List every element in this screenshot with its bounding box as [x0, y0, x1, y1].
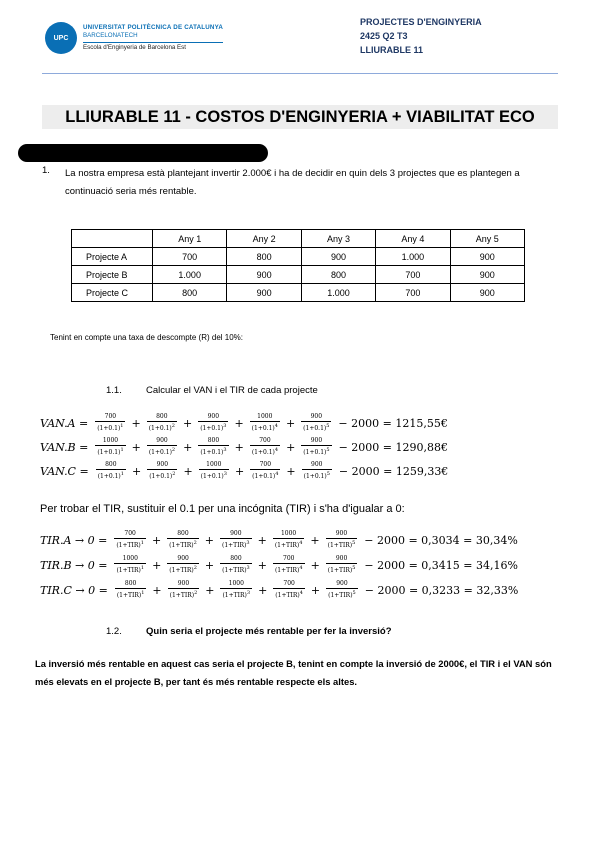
- denominator-base: (1+0.1): [303, 473, 327, 480]
- equation-result: − 2000 = 0,3233 = 32,33%: [364, 583, 519, 597]
- denominator-base: (1+TIR): [327, 567, 353, 574]
- equation-result: − 2000 = 1290,88€: [338, 440, 448, 454]
- fraction-denominator: [114, 538, 146, 550]
- equation-result: − 2000 = 1259,33€: [338, 464, 449, 478]
- denominator-base: (1+TIR): [116, 592, 142, 599]
- tir-equation: [40, 530, 518, 550]
- table-cell: 700: [376, 266, 450, 284]
- upc-logo: [45, 22, 77, 54]
- university-name: UNIVERSITAT POLITÈCNICA DE CATALUNYA: [83, 24, 223, 31]
- plus-sign: +: [183, 440, 193, 454]
- plus-sign: +: [182, 416, 193, 430]
- van-equation: [40, 461, 448, 481]
- denominator-base: (1+TIR): [169, 542, 194, 549]
- fraction-numerator: 900: [311, 461, 323, 468]
- table-cell: 1.000: [301, 284, 375, 302]
- fraction-denominator: [199, 469, 229, 481]
- fraction: [115, 580, 147, 600]
- exponent: 3: [223, 447, 227, 453]
- fraction: [220, 530, 252, 550]
- table-header-cell: Any 3: [301, 230, 375, 248]
- fraction-denominator: [301, 421, 331, 433]
- fraction-numerator: 900: [336, 580, 348, 587]
- exponent: 1: [120, 447, 124, 453]
- fraction: [199, 461, 229, 481]
- table-cell: 1.000: [153, 266, 227, 284]
- fraction: [301, 413, 331, 433]
- exponent: 3: [246, 590, 251, 596]
- cashflow-table: [71, 229, 525, 302]
- denominator-base: (1+TIR): [274, 567, 300, 574]
- plus-sign: +: [310, 583, 321, 597]
- denominator-base: (1+0.1): [97, 449, 121, 456]
- fraction-numerator: 900: [177, 555, 189, 562]
- plus-sign: +: [234, 440, 244, 454]
- plus-sign: +: [205, 583, 215, 597]
- denominator-base: (1+0.1): [97, 425, 121, 432]
- exponent: 1: [140, 540, 144, 546]
- exponent: 2: [193, 565, 197, 571]
- fraction: [326, 530, 358, 550]
- page-title: LLIURABLE 11 - COSTOS D'ENGINYERIA + VIABILITAT ECO: [65, 108, 535, 126]
- exponent: 2: [171, 423, 175, 429]
- table-header-cell: Any 4: [376, 230, 450, 248]
- table-cell: 900: [227, 266, 301, 284]
- table-cell: 800: [227, 248, 301, 266]
- table-cell: 900: [450, 284, 524, 302]
- table-cell: 800: [301, 266, 375, 284]
- plus-sign: +: [152, 558, 162, 572]
- fraction: [250, 437, 280, 457]
- university-subname: BARCELONATECH: [83, 32, 138, 39]
- plus-sign: +: [286, 464, 296, 478]
- table-cell: 900: [227, 284, 301, 302]
- fraction: [250, 461, 280, 481]
- fraction-denominator: [147, 469, 177, 481]
- equation-result: − 2000 = 0,3415 = 34,16%: [364, 558, 518, 572]
- fraction: [326, 580, 358, 600]
- fraction-denominator: [273, 538, 305, 550]
- plus-sign: +: [234, 416, 244, 430]
- fraction-numerator: 800: [177, 530, 189, 537]
- fraction: [114, 555, 146, 575]
- row-label: Projecte B: [72, 266, 153, 284]
- denominator-base: (1+TIR): [328, 592, 353, 599]
- fraction-numerator: 800: [230, 555, 242, 562]
- fraction-denominator: [302, 469, 332, 481]
- van-equation: [40, 437, 448, 457]
- exponent: 5: [326, 471, 330, 477]
- table-cell: 700: [376, 284, 450, 302]
- row-label: Projecte C: [72, 284, 153, 302]
- fraction: [273, 580, 305, 600]
- exponent: 1: [141, 590, 145, 596]
- equation-lhs: TIR.A → 0 =: [40, 533, 108, 547]
- equation-lhs: TIR.B → 0 =: [40, 558, 108, 572]
- exponent: 1: [140, 565, 145, 571]
- denominator-base: (1+0.1): [251, 425, 275, 432]
- fraction: [302, 461, 332, 481]
- van-equation: [40, 413, 448, 433]
- fraction-numerator: 1000: [122, 555, 138, 562]
- fraction-numerator: 900: [310, 437, 323, 444]
- fraction: [273, 555, 305, 575]
- denominator-base: (1+TIR): [222, 567, 247, 574]
- exponent: 4: [274, 423, 278, 429]
- fraction-denominator: [273, 588, 305, 600]
- table-row: [72, 248, 525, 266]
- denominator-base: (1+TIR): [274, 542, 300, 549]
- fraction: [220, 555, 252, 575]
- fraction-denominator: [198, 445, 228, 457]
- plus-sign: +: [183, 464, 193, 478]
- fraction-numerator: 700: [124, 530, 136, 537]
- fraction: [95, 413, 125, 433]
- exponent: 4: [274, 447, 279, 453]
- school-name: Escola d'Enginyeria de Barcelona Est: [83, 44, 186, 51]
- fraction-numerator: 900: [156, 461, 169, 468]
- denominator-base: (1+TIR): [222, 592, 247, 599]
- fraction: [273, 530, 305, 550]
- fraction-denominator: [96, 469, 126, 481]
- tir-equation: [40, 580, 518, 600]
- denominator-base: (1+0.1): [148, 425, 172, 432]
- table-cell: 800: [153, 284, 227, 302]
- discount-note: Tenint en compte una taxa de descompte (R) del 10%:: [50, 333, 243, 342]
- fraction-denominator: [147, 421, 177, 433]
- equation-result: − 2000 = 1215,55€: [338, 416, 448, 430]
- fraction-denominator: [326, 538, 358, 550]
- fraction-denominator: [250, 445, 280, 457]
- exponent: 1: [120, 471, 124, 477]
- fraction-numerator: 900: [335, 555, 348, 562]
- equation-result: − 2000 = 0,3034 = 30,34%: [364, 533, 518, 547]
- table-cell: 900: [450, 248, 524, 266]
- fraction-denominator: [220, 588, 252, 600]
- table-row: [72, 266, 525, 284]
- table-header-cell: Any 5: [450, 230, 524, 248]
- fraction-numerator: 700: [104, 413, 117, 420]
- exponent: 4: [299, 565, 303, 571]
- fraction-numerator: 900: [177, 580, 190, 587]
- fraction: [95, 437, 125, 457]
- fraction: [147, 437, 177, 457]
- exponent: 4: [299, 540, 303, 546]
- plus-sign: +: [204, 533, 214, 547]
- fraction-numerator: 900: [310, 413, 323, 420]
- denominator-base: (1+0.1): [200, 473, 224, 480]
- course-info: [360, 15, 482, 57]
- fraction-numerator: 1000: [102, 437, 119, 444]
- question-text: La nostra empresa està plantejant invertir 2.000€ i ha de decidir en quin dels 3 projectes que es plantegen a continuació seria més rentable.: [65, 168, 520, 197]
- logo-divider: [83, 42, 223, 43]
- fraction-denominator: [167, 538, 199, 550]
- table-cell: 900: [450, 266, 524, 284]
- plus-sign: +: [310, 533, 320, 547]
- fraction: [326, 555, 358, 575]
- plus-sign: +: [131, 440, 141, 454]
- exponent: 1: [120, 423, 124, 429]
- plus-sign: +: [258, 583, 268, 597]
- fraction: [198, 413, 228, 433]
- header-divider: [42, 73, 558, 74]
- exponent: 4: [275, 471, 279, 477]
- plus-sign: +: [131, 464, 142, 478]
- denominator-base: (1+TIR): [275, 592, 300, 599]
- exponent: 3: [223, 471, 227, 477]
- table-header-cell: Any 2: [227, 230, 301, 248]
- exponent: 3: [223, 423, 227, 429]
- plus-sign: +: [152, 583, 162, 597]
- denominator-base: (1+0.1): [303, 425, 327, 432]
- denominator-base: (1+0.1): [200, 449, 224, 456]
- question-number: 1.: [42, 165, 50, 176]
- fraction-numerator: 700: [259, 461, 272, 468]
- fraction-numerator: 900: [207, 413, 220, 420]
- fraction-numerator: 800: [105, 461, 117, 468]
- equation-lhs: TIR.C → 0 =: [40, 583, 108, 597]
- fraction-numerator: 900: [335, 530, 348, 537]
- subsection-number: 1.2.: [106, 626, 122, 637]
- table-cell: 700: [153, 248, 227, 266]
- fraction-denominator: [168, 588, 200, 600]
- university-block: [83, 24, 223, 52]
- exponent: 5: [352, 590, 356, 596]
- plus-sign: +: [257, 533, 267, 547]
- fraction-numerator: 800: [156, 413, 168, 420]
- exponent: 2: [171, 447, 176, 453]
- fraction: [250, 413, 280, 433]
- equation-lhs: VAN.B =: [40, 440, 89, 454]
- tir-intro: Per trobar el TIR, sustituir el 0.1 per una incógnita (TIR) i s'ha d'igualar a 0:: [40, 503, 405, 515]
- fraction: [220, 580, 252, 600]
- fraction-denominator: [147, 445, 177, 457]
- course-name: PROJECTES D'ENGINYERIA: [360, 17, 482, 27]
- fraction-numerator: 1000: [228, 580, 244, 587]
- table-header-cell: [72, 230, 153, 248]
- plus-sign: +: [257, 558, 267, 572]
- fraction-denominator: [114, 563, 146, 575]
- denominator-base: (1+TIR): [327, 542, 353, 549]
- subsection-title: Calcular el VAN i el TIR de cada projecte: [146, 385, 318, 396]
- exponent: 4: [299, 590, 303, 596]
- denominator-base: (1+TIR): [169, 592, 195, 599]
- tir-equation: [40, 555, 518, 575]
- logo-badge: UPC: [53, 34, 69, 42]
- deliverable-label: LLIURABLE 11: [360, 45, 424, 55]
- exponent: 5: [326, 447, 330, 453]
- fraction-denominator: [301, 445, 331, 457]
- table-cell: 900: [301, 248, 375, 266]
- fraction: [198, 437, 228, 457]
- fraction: [114, 530, 146, 550]
- fraction: [167, 530, 199, 550]
- denominator-base: (1+0.1): [200, 425, 224, 432]
- table-row: [72, 284, 525, 302]
- plus-sign: +: [285, 416, 296, 430]
- denominator-base: (1+TIR): [169, 567, 194, 574]
- fraction-denominator: [250, 421, 280, 433]
- table-header-cell: Any 1: [153, 230, 227, 248]
- fraction: [301, 437, 331, 457]
- fraction-denominator: [220, 563, 252, 575]
- fraction: [167, 555, 199, 575]
- fraction-denominator: [326, 563, 358, 575]
- denominator-base: (1+0.1): [252, 473, 276, 480]
- equation-lhs: VAN.C =: [40, 464, 89, 478]
- denominator-base: (1+0.1): [149, 473, 173, 480]
- plus-sign: +: [310, 558, 320, 572]
- fraction-denominator: [95, 445, 125, 457]
- fraction-denominator: [167, 563, 199, 575]
- fraction-denominator: [95, 421, 125, 433]
- exponent: 2: [194, 590, 198, 596]
- fraction-numerator: 800: [207, 437, 220, 444]
- row-label: Projecte A: [72, 248, 153, 266]
- fraction: [147, 461, 177, 481]
- exponent: 5: [326, 423, 330, 429]
- fraction-numerator: 900: [230, 530, 242, 537]
- fraction-denominator: [250, 469, 280, 481]
- denominator-base: (1+0.1): [97, 473, 121, 480]
- fraction: [147, 413, 177, 433]
- fraction-denominator: [198, 421, 228, 433]
- conclusion-text: La inversió més rentable en aquest cas seria el projecte B, tenint en compte la inversió de 2000€, el TIR i el VAN són més elevats en el projecte B, per tant és més rentable respecte els altes.: [35, 658, 552, 687]
- denominator-base: (1+TIR): [116, 542, 141, 549]
- equation-lhs: VAN.A =: [40, 416, 89, 430]
- exponent: 2: [172, 471, 176, 477]
- plus-sign: +: [234, 464, 245, 478]
- fraction-numerator: 800: [124, 580, 137, 587]
- plus-sign: +: [286, 440, 296, 454]
- fraction-denominator: [273, 563, 305, 575]
- fraction-denominator: [115, 588, 147, 600]
- fraction-numerator: 700: [283, 580, 295, 587]
- subsection-title: Quin seria el projecte més rentable per fer la inversió?: [146, 626, 392, 637]
- exponent: 5: [352, 540, 356, 546]
- denominator-base: (1+0.1): [148, 449, 172, 456]
- fraction-numerator: 1000: [257, 413, 273, 420]
- term-label: 2425 Q2 T3: [360, 31, 408, 41]
- fraction-numerator: 900: [156, 437, 168, 444]
- plus-sign: +: [131, 416, 141, 430]
- fraction: [96, 461, 126, 481]
- fraction-numerator: 1000: [280, 530, 297, 537]
- exponent: 3: [246, 540, 250, 546]
- denominator-base: (1+0.1): [303, 449, 327, 456]
- exponent: 3: [246, 565, 250, 571]
- fraction-numerator: 1000: [206, 461, 222, 468]
- plus-sign: +: [204, 558, 215, 572]
- fraction-denominator: [326, 588, 358, 600]
- table-header-row: [72, 230, 525, 248]
- exponent: 5: [352, 565, 356, 571]
- fraction-denominator: [220, 538, 252, 550]
- denominator-base: (1+TIR): [116, 567, 141, 574]
- table-cell: 1.000: [376, 248, 450, 266]
- fraction: [168, 580, 200, 600]
- plus-sign: +: [151, 533, 162, 547]
- denominator-base: (1+TIR): [221, 542, 247, 549]
- denominator-base: (1+0.1): [251, 449, 275, 456]
- exponent: 2: [193, 540, 197, 546]
- subsection-number: 1.1.: [106, 385, 122, 396]
- redacted-name: [18, 144, 268, 162]
- fraction-numerator: 700: [259, 437, 271, 444]
- fraction-numerator: 700: [283, 555, 295, 562]
